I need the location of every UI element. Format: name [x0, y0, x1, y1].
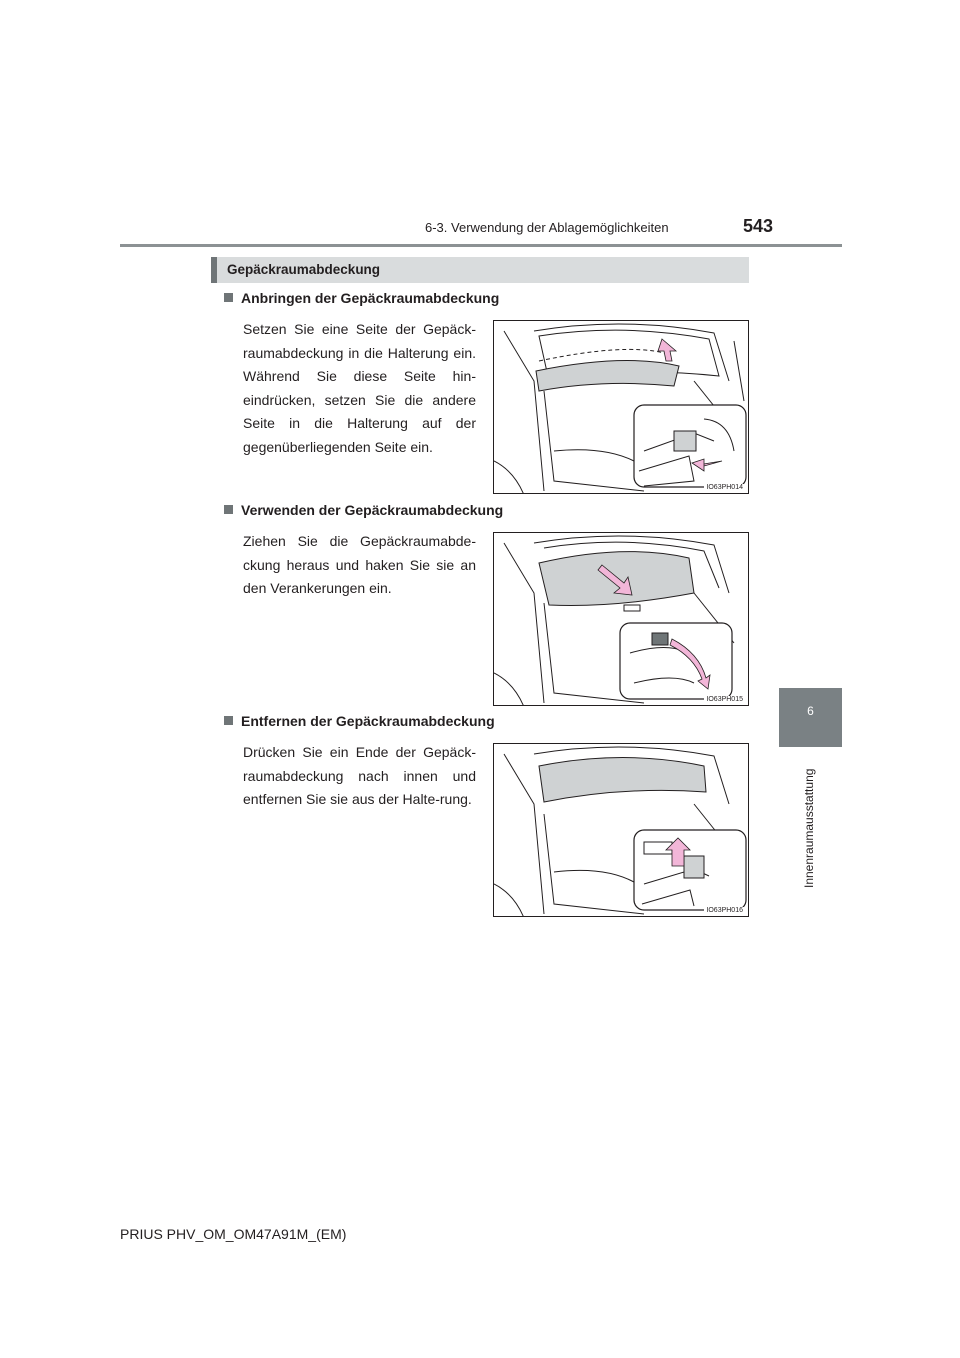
paragraph-remove: Drücken Sie ein Ende der Gepäck-raumabdeckung nach innen und entfernen Sie sie aus der Halte-rung.: [243, 744, 476, 807]
section-title: Gepäckraumabdeckung: [227, 262, 381, 277]
chapter-tab: [779, 688, 842, 747]
figure-code: IO63PH015: [706, 696, 743, 703]
figure-use: [493, 532, 749, 706]
subheading-install-text: Anbringen der Gepäckraumabdeckung: [241, 290, 500, 306]
cargo-cover-install-illustration: [494, 321, 749, 494]
figure-code: IO63PH014: [706, 484, 743, 491]
section-header: [211, 257, 749, 283]
square-bullet-icon: [224, 505, 233, 514]
subheading-remove-text: Entfernen der Gepäckraumabdeckung: [241, 713, 495, 729]
subheading-use-text: Verwenden der Gepäckraumabdeckung: [241, 502, 504, 518]
cargo-cover-remove-illustration: [494, 744, 749, 917]
subheading-install: [224, 290, 499, 306]
chapter-tab-number: 6: [807, 704, 814, 718]
paragraph-use: Ziehen Sie die Gepäckraumabde-ckung heraus und haken Sie sie an den Verankerungen ein.: [243, 533, 476, 596]
square-bullet-icon: [224, 716, 233, 725]
chapter-title: 6-3. Verwendung der Ablagemöglichkeiten: [425, 220, 669, 235]
document-id: PRIUS PHV_OM_OM47A91M_(EM): [120, 1226, 347, 1242]
cargo-cover-use-illustration: [494, 533, 749, 706]
subheading-use: [224, 502, 503, 518]
paragraph-install: Setzen Sie eine Seite der Gepäck-raumabdeckung in die Halterung ein. Während Sie diese Seite hin-eindrücken, setzen Sie die andere Seite in die Halterung auf der gegenüberliegenden Seite ein.: [243, 321, 476, 455]
header-rule: [120, 244, 842, 247]
page-number: 543: [743, 216, 774, 236]
figure-code: IO63PH016: [706, 907, 743, 914]
figure-install: [493, 320, 749, 494]
figure-remove: [493, 743, 749, 917]
chapter-side-label: Innenraumausstattung: [802, 768, 816, 888]
subheading-remove: [224, 713, 495, 729]
square-bullet-icon: [224, 293, 233, 302]
